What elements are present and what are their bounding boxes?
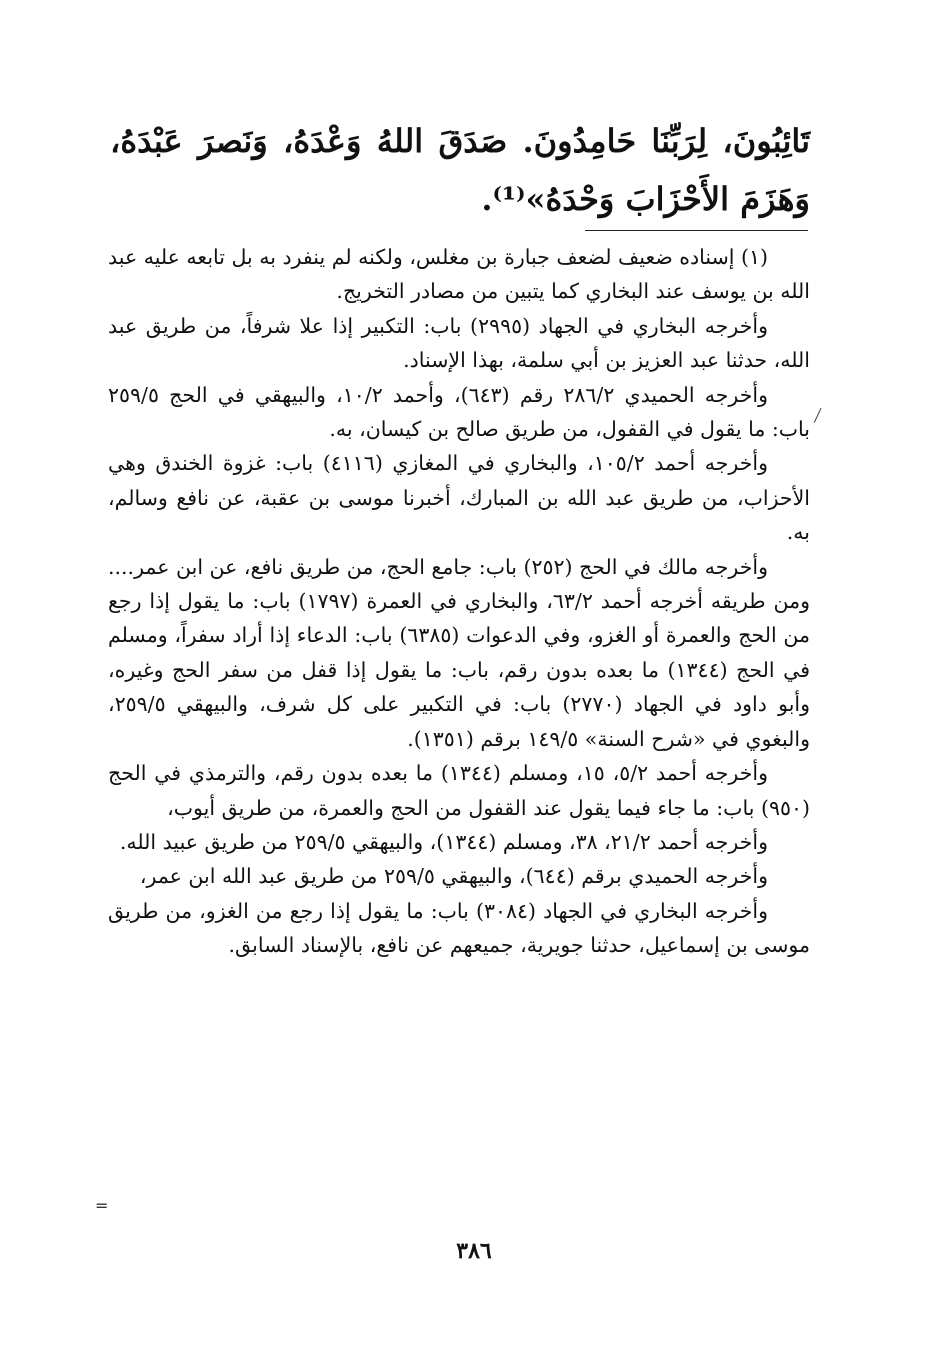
hadith-text: تَائِبُونَ، لِرَبِّنَا حَامِدُونَ. صَدَقَ اللهُ وَعْدَهُ، وَنَصرَ عَبْدَهُ، وَهَزَمَ الأَحْزَابَ وَحْدَهُ»⁽¹⁾.	[110, 122, 810, 218]
footnote-paragraph: وأخرجه الحميدي ٢٨٦/٢ رقم (٦٤٣)، وأحمد ١٠/٢، والبيهقي في الحج ٢٥٩/٥ باب: ما يقول في القفول، من طريق صالح بن كيسان، به.	[108, 382, 810, 442]
footnotes-block	[108, 240, 810, 963]
footnote-paragraph: وأخرجه الحميدي برقم (٦٤٤)، والبيهقي ٢٥٩/٥ من طريق عبد الله ابن عمر،	[139, 864, 768, 889]
footnote-paragraph: وأخرجه البخاري في الجهاد (٣٠٨٤) باب: ما يقول إذا رجع من الغزو، من طريق موسى بن إسماعيل، حدثنا جويرية، جميعهم عن نافع، بالإسناد السابق.	[108, 898, 810, 958]
page-number: ٣٨٦	[456, 1238, 492, 1264]
footnote-paragraph: وأخرجه أحمد ٢١/٢، ٣٨، ومسلم (١٣٤٤)، والبيهقي ٢٥٩/٥ من طريق عبيد الله.	[119, 829, 768, 854]
footnote-paragraph: وأخرجه أحمد ٥/٢، ١٥، ومسلم (١٣٤٤) ما بعده بدون رقم، والترمذي في الحج (٩٥٠) باب: ما جاء فيما يقول عند القفول من الحج والعمرة، من طريق أيوب،	[108, 761, 810, 820]
footnote-paragraph: وأخرجه البخاري في الجهاد (٢٩٩٥) باب: التكبير إذا علا شرفاً، من طريق عبد الله، حدثنا عبد العزيز بن أبي سلمة، بهذا الإسناد.	[108, 313, 810, 373]
footnote-1: (١) إسناده ضعيف لضعف جبارة بن مغلس، ولكنه لم ينفرد به بل تابعه عليه عبد الله بن يوسف عند البخاري كما يتبين من مصادر التخريج.	[108, 245, 810, 304]
footnote-paragraph: وأخرجه مالك في الحج (٢٥٢) باب: جامع الحج، من طريق نافع، عن ابن عمر.... ومن طريقه أخرجه أحمد ٦٣/٢، والبخاري في العمرة (١٧٩٧) باب: ما يقول إذا رجع من الحج والعمرة أو الغزو، وفي الدعوات (٦٣٨٥) باب: الدعاء إذا أراد سفراً، ومسلم في الحج (١٣٤٤) ما بعده بدون رقم، باب: ما يقول إذا قفل من سفر الحج وغيره، وأبو داود في الجهاد (٢٧٧٠) باب: في التكبير على كل شرف، والبيهقي ٢٥٩/٥، والبغوي في «شرح السنة» ١٤٩/٥ برقم (١٣٥١).	[108, 554, 810, 751]
continuation-mark: =	[95, 1196, 109, 1215]
scan-artifact-mark	[814, 408, 824, 424]
footnote-separator	[585, 230, 808, 231]
footnote-paragraph: وأخرجه أحمد ١٠٥/٢، والبخاري في المغازي (٤١١٦) باب: غزوة الخندق وهي الأحزاب، من طريق عبد الله بن المبارك، أخبرنا موسى بن عقبة، عن نافع وسالم، به.	[108, 451, 810, 545]
